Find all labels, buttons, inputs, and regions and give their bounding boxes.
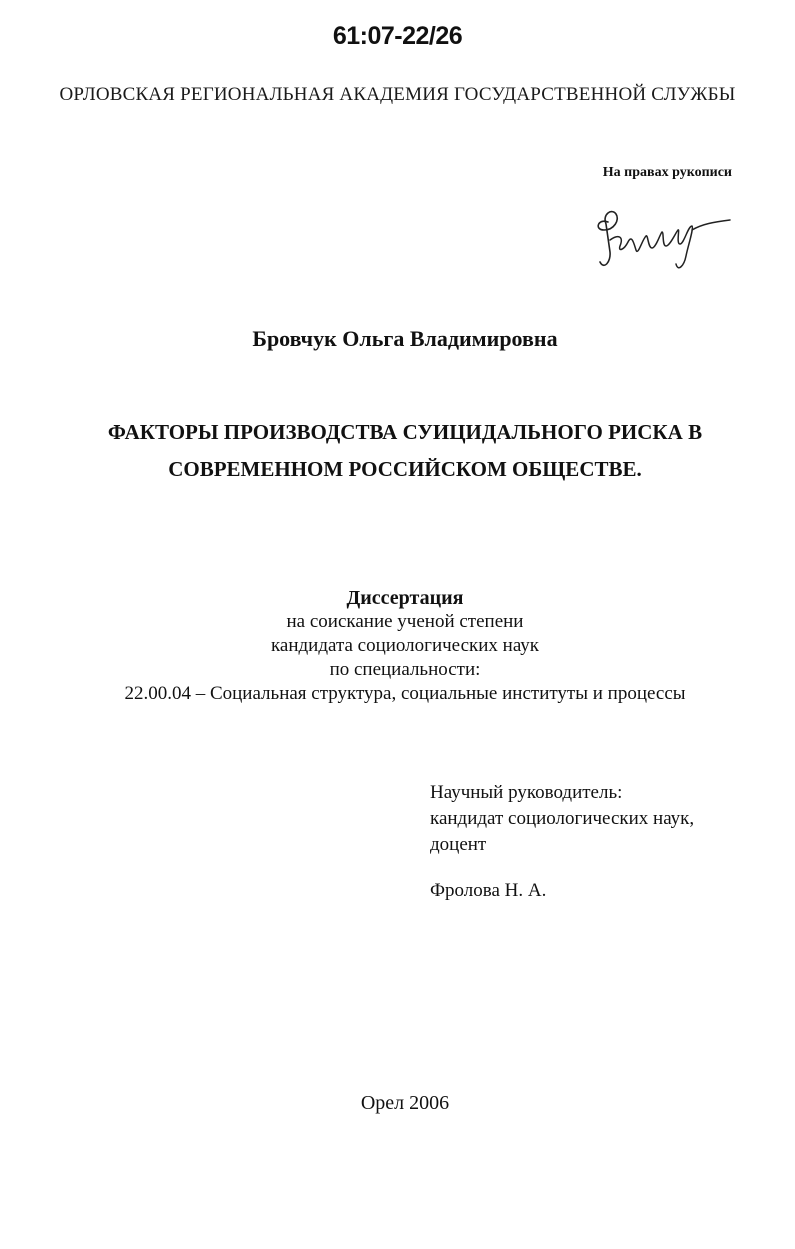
place-year: Орел 2006 [360, 1092, 450, 1114]
supervisor-rank: доцент [430, 834, 487, 855]
dissertation-info [0, 586, 795, 706]
specialty-line: 22.00.04 – Социальная структура, социальные институты и процессы [124, 683, 686, 704]
author-name: Бровчук Ольга Владимировна [252, 326, 558, 351]
supervisor-block [430, 780, 694, 904]
title-line: СОВРЕМЕННОМ РОССИЙСКОМ ОБЩЕСТВЕ. [168, 457, 642, 481]
dissertation-line: на соискание ученой степени [286, 611, 524, 632]
handwritten-signature-icon [590, 200, 740, 280]
supervisor-label: Научный руководитель: [430, 782, 623, 803]
title-line: ФАКТОРЫ ПРОИЗВОДСТВА СУИЦИДАЛЬНОГО РИСКА В [107, 420, 703, 444]
dissertation-title [0, 414, 795, 488]
supervisor-degree: кандидат социологических наук, [430, 808, 695, 829]
archive-code-stamp: 61:07-22/26 [332, 22, 463, 50]
academy-name: ОРЛОВСКАЯ РЕГИОНАЛЬНАЯ АКАДЕМИЯ ГОСУДАРСТВЕННОЙ СЛУЖБЫ [59, 84, 736, 105]
dissertation-line: кандидата социологических наук [270, 635, 540, 656]
supervisor-name: Фролова Н. А. [430, 880, 547, 901]
dissertation-heading: Диссертация [346, 587, 464, 609]
rights-note: На правах рукописи [602, 165, 732, 180]
dissertation-line: по специальности: [329, 659, 481, 680]
